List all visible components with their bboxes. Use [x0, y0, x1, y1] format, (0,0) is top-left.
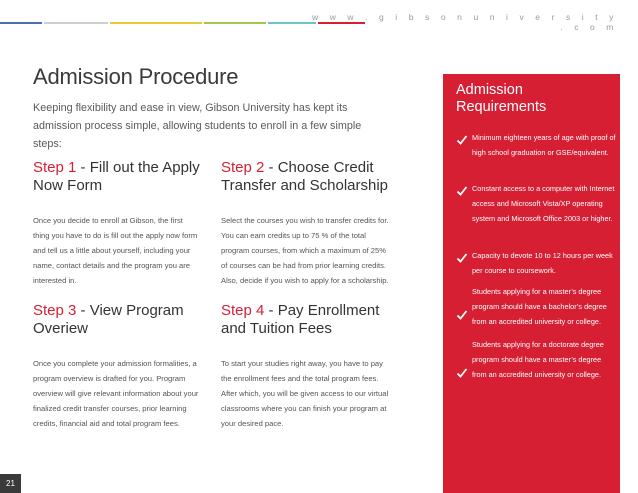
- step-body: To start your studies right away, you have to pay the enrollment fees and the total program fees. After which, you will be given access to our virtual classrooms where you can finish your program at your desired pace.: [221, 359, 389, 428]
- step-body: Once you complete your admission formalities, a program overview is drafted for you. Program overview will give relevant information about your finalized credit transfer courses, prior learning credits, financial aid and total program fees.: [33, 359, 199, 428]
- requirement-text: Minimum eighteen years of age with proof of high school graduation or GSE/equivalent.: [472, 133, 616, 157]
- step-body: Once you decide to enroll at Gibson, the first thing you have to do is fill out the apply now form and tell us a little about yourself, including your name, contact details and the program you are interested in.: [33, 216, 198, 285]
- step-number: Step 3: [33, 302, 77, 319]
- step-3: [33, 302, 201, 439]
- step-body: Select the courses you wish to transfer credits for. You can earn credits up to 75 % of the total program courses, from which a maximum of 25% of courses can be had from prior learning credits. Also, decide if you wish to apply for a scholarship.: [221, 216, 389, 285]
- check-icon: [456, 185, 468, 197]
- requirement-text: Capacity to devote 10 to 12 hours per week per course to coursework.: [472, 251, 613, 275]
- page-title: Admission Procedure: [33, 64, 239, 89]
- step-number: Step 2: [221, 159, 265, 176]
- requirement-text: Constant access to a computer with Internet access and Microsoft Vista/XP operating system and Microsoft Office 2003 or higher.: [472, 184, 615, 223]
- bar-segment: [0, 22, 42, 24]
- requirement-text: Students applying for a master’s degree program should have a bachelor’s degree from an accredited university or college.: [472, 287, 607, 326]
- requirement-text: Students applying for a doctorate degree program should have a master’s degree from an accredited university or college.: [472, 340, 604, 379]
- check-icon: [456, 252, 468, 264]
- check-icon: [456, 134, 468, 146]
- step-heading: [33, 302, 201, 338]
- bar-segment: [44, 22, 108, 24]
- requirement-item: [456, 181, 616, 226]
- step-heading: [33, 159, 201, 195]
- step-title: - View Program Overiew: [33, 302, 184, 337]
- step-heading: [221, 302, 393, 338]
- requirement-item: [456, 284, 616, 382]
- check-icon: [456, 367, 468, 379]
- step-2: [221, 159, 389, 296]
- bar-segment: [204, 22, 266, 24]
- admission-requirements-panel: [443, 74, 620, 493]
- requirement-item: [456, 130, 616, 160]
- step-4: [221, 302, 393, 439]
- bar-segment: [110, 22, 202, 24]
- website-url: w w w . g i b s o n u n i v e r s i t y . c o m: [312, 12, 618, 32]
- step-1: [33, 159, 201, 296]
- step-number: Step 4: [221, 302, 265, 319]
- step-title: - Pay Enrollment and Tuition Fees: [221, 302, 380, 337]
- check-icon: [456, 309, 468, 321]
- intro-paragraph: Keeping flexibility and ease in view, Gibson University has kept its admission process simple, allowing students to enroll in a few simple steps:: [33, 102, 362, 150]
- step-title: - Choose Credit Transfer and Scholarship: [221, 159, 389, 194]
- step-number: Step 1: [33, 159, 77, 176]
- requirement-item: [456, 248, 616, 278]
- step-title: - Fill out the Apply Now Form: [33, 159, 200, 194]
- requirements-title: Admission Requirements: [456, 82, 547, 115]
- step-heading: [221, 159, 389, 195]
- page-number: 21: [0, 474, 21, 493]
